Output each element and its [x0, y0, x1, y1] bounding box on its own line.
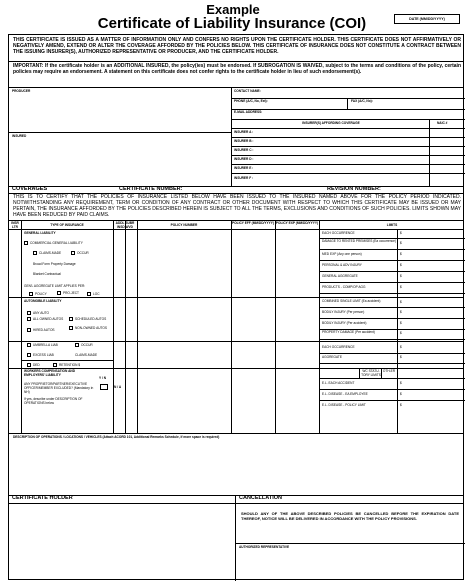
wc-limit-label: E.L. DISEASE - POLICY LIMIT	[322, 403, 366, 407]
other-label[interactable]: OTH-ER	[382, 369, 396, 373]
naic-header: NAIC #	[437, 121, 448, 125]
divider	[319, 339, 465, 340]
email-label[interactable]: E-MAIL ADDRESS:	[234, 110, 263, 114]
wc-describe: If yes, describe under DESCRIPTION OF OPERATIONS below	[24, 397, 83, 405]
wc-yn-box[interactable]	[100, 384, 108, 390]
wc-limit-label: E.L. EACH ACCIDENT	[322, 381, 355, 385]
claims-made-checkbox[interactable]	[33, 251, 37, 255]
occur-label: OCCUR	[77, 251, 89, 255]
divider	[231, 155, 465, 156]
gl-limit-label: MED EXP (Any one person)	[322, 252, 362, 256]
divider	[9, 132, 231, 133]
any-auto-label: ANY AUTO	[33, 311, 50, 315]
divider	[125, 220, 126, 433]
divider	[9, 495, 463, 496]
all-owned-label: ALL OWNED AUTOS	[33, 317, 64, 321]
loc-checkbox[interactable]	[87, 292, 91, 296]
project-label: PRO-JECT	[63, 291, 79, 295]
divider	[347, 98, 348, 109]
cgl-row[interactable]	[24, 241, 83, 245]
contact-name-label[interactable]: CONTACT NAME:	[234, 89, 261, 93]
divider	[319, 282, 465, 283]
document-title: Certificate of Liability Insurance (COI)	[97, 15, 367, 32]
cancellation-text: SHOULD ANY OF THE ABOVE DESCRIBED POLICIES BE CANCELLED BEFORE THE EXPIRATION DATE THEREOF, NOTICE WILL BE DELIVERED IN ACCORDANCE WITH THE POLICY PROVISIONS.	[241, 511, 459, 521]
description-label[interactable]: DESCRIPTION OF OPERATIONS / LOCATIONS / VEHICLES (Attach ACORD 101, Additional Remarks Schedule, if more space is required)	[13, 435, 220, 439]
limits-header: LIMITS	[386, 223, 398, 227]
divider	[235, 495, 236, 581]
dollar-sign[interactable]: $	[400, 392, 402, 396]
type-header: TYPE OF INSURANCE	[50, 223, 84, 227]
insurer-d-label[interactable]: INSURER D :	[234, 157, 254, 161]
retention-row[interactable]	[53, 363, 80, 367]
divider	[319, 293, 465, 294]
umbrella-limit-label: EACH OCCURRENCE	[322, 345, 355, 349]
divider	[319, 400, 465, 401]
example-heading: Example	[206, 2, 260, 17]
auto-limit-label: PROPERTY DAMAGE (Per accident)	[322, 330, 375, 334]
divider	[9, 229, 463, 230]
notice-paragraph: THIS CERTIFICATE IS ISSUED AS A MATTER OF INFORMATION ONLY AND CONFERS NO RIGHTS UPON THE CERTIFICATE HOLDER. THIS CERTIFICATE DOES NOT AFFIRMATIVELY OR NEGATIVELY AMEND, EXTEND OR ALTER THE COVERAGE AFFORDED BY THE POLICIES BELOW. THIS CERTIFICATE OF INSURANCE DOES NOT CONSTITUTE A CONTRACT BETWEEN THE ISSUING INSURER(S), AUTHORIZED REPRESENTATIVE OR PRODUCER, AND THE CERTIFICATE HOLDER.	[13, 37, 461, 55]
all-owned-row[interactable]	[27, 317, 67, 321]
umbrella-checkbox[interactable]	[27, 343, 31, 347]
policy-label: POLICY	[35, 292, 47, 296]
umbrella-row[interactable]	[27, 343, 58, 347]
divider	[319, 220, 320, 433]
cgl-label: COMMERCIAL GENERAL LIABILITY	[30, 241, 83, 245]
policy-exp-header: POLICY EXP (MM/DD/YYYY)	[275, 221, 319, 225]
dollar-sign[interactable]: $	[400, 345, 402, 349]
non-owned-checkbox[interactable]	[69, 326, 73, 330]
divider	[319, 363, 465, 364]
dollar-sign[interactable]: $	[400, 285, 402, 289]
retention-label: RETENTION $	[59, 363, 81, 367]
divider	[9, 341, 463, 342]
divider	[429, 119, 430, 187]
insr-ltr-header: INSR LTR	[11, 221, 19, 229]
per-policy-row[interactable]	[29, 292, 47, 296]
gl-limit-label: EACH OCCURRENCE	[322, 231, 355, 235]
any-auto-checkbox[interactable]	[27, 311, 31, 315]
ded-checkbox[interactable]	[27, 363, 31, 367]
policy-number-header: POLICY NUMBER	[170, 223, 198, 227]
auto-limit-label: BODILY INJURY (Per accident)	[322, 321, 367, 325]
insurer-a-label[interactable]: INSURER A :	[234, 130, 254, 134]
divider	[319, 353, 465, 354]
policy-checkbox[interactable]	[29, 292, 33, 296]
insurers-header: INSURER(S) AFFORDING COVERAGE	[302, 121, 360, 125]
dollar-sign[interactable]: $	[400, 300, 402, 304]
cgl-checkbox[interactable]	[24, 241, 28, 245]
coi-form	[8, 34, 464, 580]
claims-made-row[interactable]	[33, 251, 61, 255]
per-loc-row[interactable]	[87, 292, 100, 296]
insurer-c-label[interactable]: INSURER C :	[234, 148, 254, 152]
loc-label: LOC	[93, 292, 100, 296]
divider	[9, 297, 463, 298]
divider	[319, 260, 465, 261]
auto-title: AUTOMOBILE LIABILITY	[24, 299, 62, 303]
divider	[9, 87, 463, 88]
fax-label[interactable]: FAX (A/C, No):	[351, 99, 373, 103]
divider	[9, 433, 463, 434]
divider	[231, 220, 232, 433]
umbrella-label: UMBRELLA LIAB	[33, 343, 58, 347]
divider	[319, 249, 465, 250]
divider	[319, 318, 465, 319]
coverages-label: COVERAGES	[12, 186, 48, 192]
hired-label: HIRED AUTOS	[33, 328, 55, 332]
gl-title: GENERAL LIABILITY	[24, 231, 56, 235]
scheduled-row[interactable]	[69, 317, 109, 321]
divider	[231, 137, 465, 138]
insurer-b-label[interactable]: INSURER B :	[234, 139, 254, 143]
divider	[319, 271, 465, 272]
revision-number-label[interactable]: REVISION NUMBER:	[327, 186, 381, 192]
certificate-number-label[interactable]: CERTIFICATE NUMBER:	[119, 186, 183, 192]
dollar-sign[interactable]: $	[400, 321, 402, 325]
umbrella-occur-checkbox[interactable]	[75, 343, 79, 347]
insurer-e-label[interactable]: INSURER E :	[234, 166, 254, 170]
gl-limit-label: PERSONAL & ADV INJURY	[322, 263, 362, 267]
divider	[275, 220, 276, 433]
per-project-row[interactable]	[57, 291, 83, 295]
date-field[interactable]: DATE (MM/DD/YYYY)	[394, 14, 460, 24]
umbrella-claims-made-label[interactable]: CLAIMS-MADE	[75, 353, 98, 357]
coverage-statement: THIS IS TO CERTIFY THAT THE POLICIES OF INSURANCE LISTED BELOW HAVE BEEN ISSUED TO THE INSURED NAMED ABOVE FOR THE POLICY PERIOD INDICATED. NOTWITHSTANDING ANY REQUIREMENT, TERM OR CONDITION OF ANY CONTRACT OR OTHER DOCUMENT WITH RESPECT TO WHICH THIS CERTIFICATE MAY BE ISSUED OR MAY PERTAIN, THE INSURANCE AFFORDED BY THE POLICIES DESCRIBED HEREIN IS SUBJECT TO ALL THE TERMS, EXCLUSIONS AND CONDITIONS OF SUCH POLICIES. LIMITS SHOWN MAY HAVE BEEN REDUCED BY PAID CLAIMS.	[13, 194, 461, 218]
divider	[9, 61, 463, 62]
excess-label: EXCESS LIAB	[33, 353, 54, 357]
yn-label: Y / N	[99, 376, 107, 380]
dollar-sign[interactable]: $	[400, 252, 402, 256]
hired-checkbox[interactable]	[27, 328, 31, 332]
divider	[235, 543, 465, 544]
divider	[21, 360, 113, 361]
broad-form-label: Broad Form Property Damage	[33, 262, 76, 266]
umbrella-occur-label: OCCUR	[81, 343, 93, 347]
any-auto-row[interactable]	[27, 311, 49, 315]
divider	[21, 220, 22, 433]
divider	[231, 128, 465, 129]
all-owned-checkbox[interactable]	[27, 317, 31, 321]
important-paragraph: IMPORTANT: If the certificate holder is an ADDITIONAL INSURED, the policy(ies) must be endorsed. If SUBROGATION IS WAIVED, subject to the terms and conditions of the policy, certain policies may require an endorsement. A statement on this certificate does not confer rights to the certificate holder in lieu of such endorsement(s).	[13, 63, 461, 75]
scheduled-label: SCHEDULED AUTOS	[75, 317, 107, 321]
dollar-sign[interactable]: $	[400, 274, 402, 278]
project-checkbox[interactable]	[57, 291, 61, 295]
insurer-f-label[interactable]: INSURER F :	[234, 176, 254, 180]
dollar-sign[interactable]: $	[400, 381, 402, 385]
wc-limit-label: E.L. DISEASE - EA EMPLOYEE	[322, 392, 368, 396]
retention-checkbox[interactable]	[53, 363, 57, 367]
occur-checkbox[interactable]	[71, 251, 75, 255]
na-label: N / A	[114, 385, 122, 389]
addl-subr-header: ADDL SUBR INSD WVD	[115, 221, 135, 229]
non-owned-label: NON-OWNED AUTOS	[75, 326, 107, 330]
wc-question: ANY PROPRIETOR/PARTNER/EXECUTIVE OFFICER/MEMBER EXCLUDED? (Mandatory in NH)	[24, 382, 94, 394]
gl-limit-label: DAMAGE TO RENTED PREMISES (Ea occurrence)	[322, 239, 396, 243]
scheduled-checkbox[interactable]	[69, 317, 73, 321]
blanket-contractual-label: Blanket Contractual	[33, 272, 61, 276]
divider	[231, 164, 465, 165]
claims-made-label: CLAIMS-MADE	[39, 251, 62, 255]
dollar-sign[interactable]: $	[400, 331, 402, 335]
occur-row[interactable]	[71, 251, 89, 255]
divider	[319, 389, 465, 390]
excess-row[interactable]	[27, 353, 54, 357]
producer-label[interactable]: PRODUCER	[12, 89, 31, 93]
non-owned-row[interactable]	[69, 326, 109, 330]
gl-limit-label: PRODUCTS - COMP/OP AGG	[322, 285, 366, 289]
ded-row[interactable]	[27, 363, 40, 367]
agg-limit-label: GEN'L AGGREGATE LIMIT APPLIES PER:	[24, 284, 86, 288]
divider	[137, 220, 138, 433]
insured-label[interactable]: INSURED	[12, 134, 27, 138]
certificate-holder-field[interactable]	[9, 504, 235, 581]
divider	[319, 307, 465, 308]
excess-checkbox[interactable]	[27, 353, 31, 357]
auto-limit-label: COMBINED SINGLE LIMIT (Ea accident)	[322, 299, 381, 303]
divider	[231, 146, 465, 147]
auto-limit-label: BODILY INJURY (Per person)	[322, 310, 365, 314]
dollar-sign[interactable]: $	[400, 310, 402, 314]
divider	[319, 378, 465, 379]
ded-label: DED	[33, 363, 40, 367]
cancellation-label: CANCELLATION	[239, 495, 282, 501]
wc-title: WORKERS COMPENSATION AND EMPLOYERS' LIABILITY	[24, 369, 75, 377]
authorized-representative-label[interactable]: AUTHORIZED REPRESENTATIVE	[239, 545, 290, 549]
divider	[231, 173, 465, 174]
gl-limit-label: GENERAL AGGREGATE	[322, 274, 358, 278]
policy-eff-header: POLICY EFF (MM/DD/YYYY)	[232, 221, 274, 225]
dollar-sign[interactable]: $	[400, 355, 402, 359]
divider	[113, 220, 114, 433]
umbrella-limit-label: AGGREGATE	[322, 355, 342, 359]
dollar-sign[interactable]: $	[400, 231, 402, 235]
divider	[9, 186, 463, 187]
dollar-sign[interactable]: $	[400, 241, 402, 245]
certificate-holder-label: CERTIFICATE HOLDER	[12, 495, 73, 501]
hired-row[interactable]	[27, 328, 55, 332]
phone-label[interactable]: PHONE (A/C, No, Ext):	[234, 99, 268, 103]
dollar-sign[interactable]: $	[400, 403, 402, 407]
wc-statu-label[interactable]: WC STATU-TORY LIMITS	[361, 369, 381, 377]
dollar-sign[interactable]: $	[400, 263, 402, 267]
umbrella-occur-row[interactable]	[75, 343, 93, 347]
